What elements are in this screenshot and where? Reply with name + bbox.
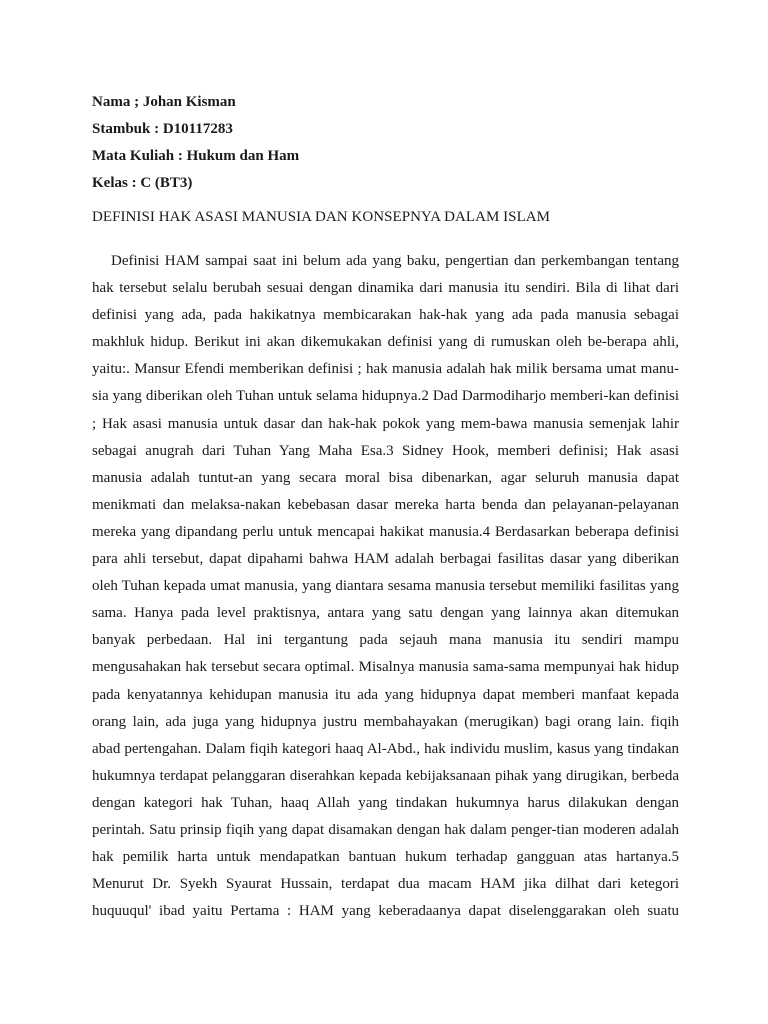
body-line: perintah. Satu prinsip fiqih yang dapat disamakan dengan hak dalam penger-tian moderen adalah bbox=[92, 821, 679, 838]
body-paragraph bbox=[92, 248, 679, 925]
body-line: sebagai anugrah dari Tuhan Yang Maha Esa.3 Sidney Hook, memberi definisi; Hak asasi bbox=[92, 442, 679, 459]
body-line: orang lain, ada juga yang hidupnya justru membahayakan (merugikan) bagi orang lain. fiqih bbox=[92, 713, 679, 730]
body-line: hak pemilik harta untuk mendapatkan bantuan hukum terhadap gangguan atas hartanya.5 bbox=[92, 849, 679, 866]
body-line: banyak perbedaan. Hal ini tergantung pada sejauh mana manusia itu sendiri mampu bbox=[92, 632, 679, 649]
body-line: manusia adalah tuntut-an yang secara moral bisa dibenarkan, agar seluruh manusia dapat bbox=[92, 469, 679, 486]
student-name: Nama ; Johan Kisman bbox=[92, 94, 236, 110]
body-line: abad pertengahan. Dalam fiqih kategori haaq Al-Abd., hak individu muslim, kasus yang tindakan bbox=[92, 740, 679, 757]
body-line: ; Hak asasi manusia untuk dasar dan hak-hak pokok yang mem-bawa manusia semenjak lahir bbox=[92, 415, 679, 432]
student-id: Stambuk : D10117283 bbox=[92, 121, 233, 137]
body-line: sama. Hanya pada level praktisnya, antara yang satu dengan yang lainnya akan ditemukan bbox=[92, 605, 679, 622]
body-line: mereka yang dipandang perlu untuk mencapai hakikat manusia.4 Berdasarkan beberapa definisi bbox=[92, 523, 679, 540]
body-line: mengusahakan hak tersebut secara optimal. Misalnya manusia sama-sama mempunyai hak hidup bbox=[92, 659, 679, 676]
body-line: yaitu:. Mansur Efendi memberikan definisi ; hak manusia adalah hak milik bersama umat manu- bbox=[92, 361, 679, 378]
body-line: hukumnya terdapat pelanggaran diserahkan kepada kebijaksanaan pihak yang dirugikan, berbeda bbox=[92, 767, 679, 784]
body-line: definisi yang ada, pada hakikatnya membicarakan hak-hak yang ada pada manusia sebagai bbox=[92, 307, 679, 324]
body-line: para ahli tersebut, dapat dipahami bahwa HAM adalah berbagai fasilitas dasar yang diberikan bbox=[92, 551, 679, 568]
course-name: Mata Kuliah : Hukum dan Ham bbox=[92, 148, 300, 164]
body-line: dengan kategori hak Tuhan, haaq Allah yang tindakan hukumnya harus dilakukan dengan bbox=[92, 794, 679, 811]
body-line: hak tersebut selalu berubah sesuai dengan dinamika dari manusia itu sendiri. Bila di lihat dari bbox=[92, 280, 679, 297]
body-line: Menurut Dr. Syekh Syaurat Hussain, terdapat dua macam HAM jika dilhat dari ketegori bbox=[92, 876, 679, 893]
body-line: makhluk hidup. Berikut ini akan dikemukakan definisi yang di rumuskan oleh be-berapa ahli, bbox=[92, 334, 679, 351]
document-title: DEFINISI HAK ASASI MANUSIA DAN KONSEPNYA DALAM ISLAM bbox=[92, 209, 551, 225]
body-line: sia yang diberikan oleh Tuhan untuk selama hidupnya.2 Dad Darmodiharjo memberi-kan definisi bbox=[92, 388, 679, 405]
body-line: pada kenyatannya kehidupan manusia itu ada yang hidupnya dapat memberi manfaat kepada bbox=[92, 686, 679, 703]
body-line: menikmati dan melaksa-nakan kebebasan dasar mereka harta benda dan pelayanan-pelayanan bbox=[92, 496, 679, 513]
body-line: oleh Tuhan kepada umat manusia, yang diantara sesama manusia tersebut memiliki fasilitas yang bbox=[92, 578, 679, 595]
body-line: Definisi HAM sampai saat ini belum ada yang baku, pengertian dan perkembangan tentang bbox=[111, 253, 679, 269]
class-label: Kelas : C (BT3) bbox=[92, 175, 193, 191]
body-line: huquuqul' ibad yaitu Pertama : HAM yang keberadaanya dapat diselenggarakan oleh suatu bbox=[92, 903, 679, 920]
